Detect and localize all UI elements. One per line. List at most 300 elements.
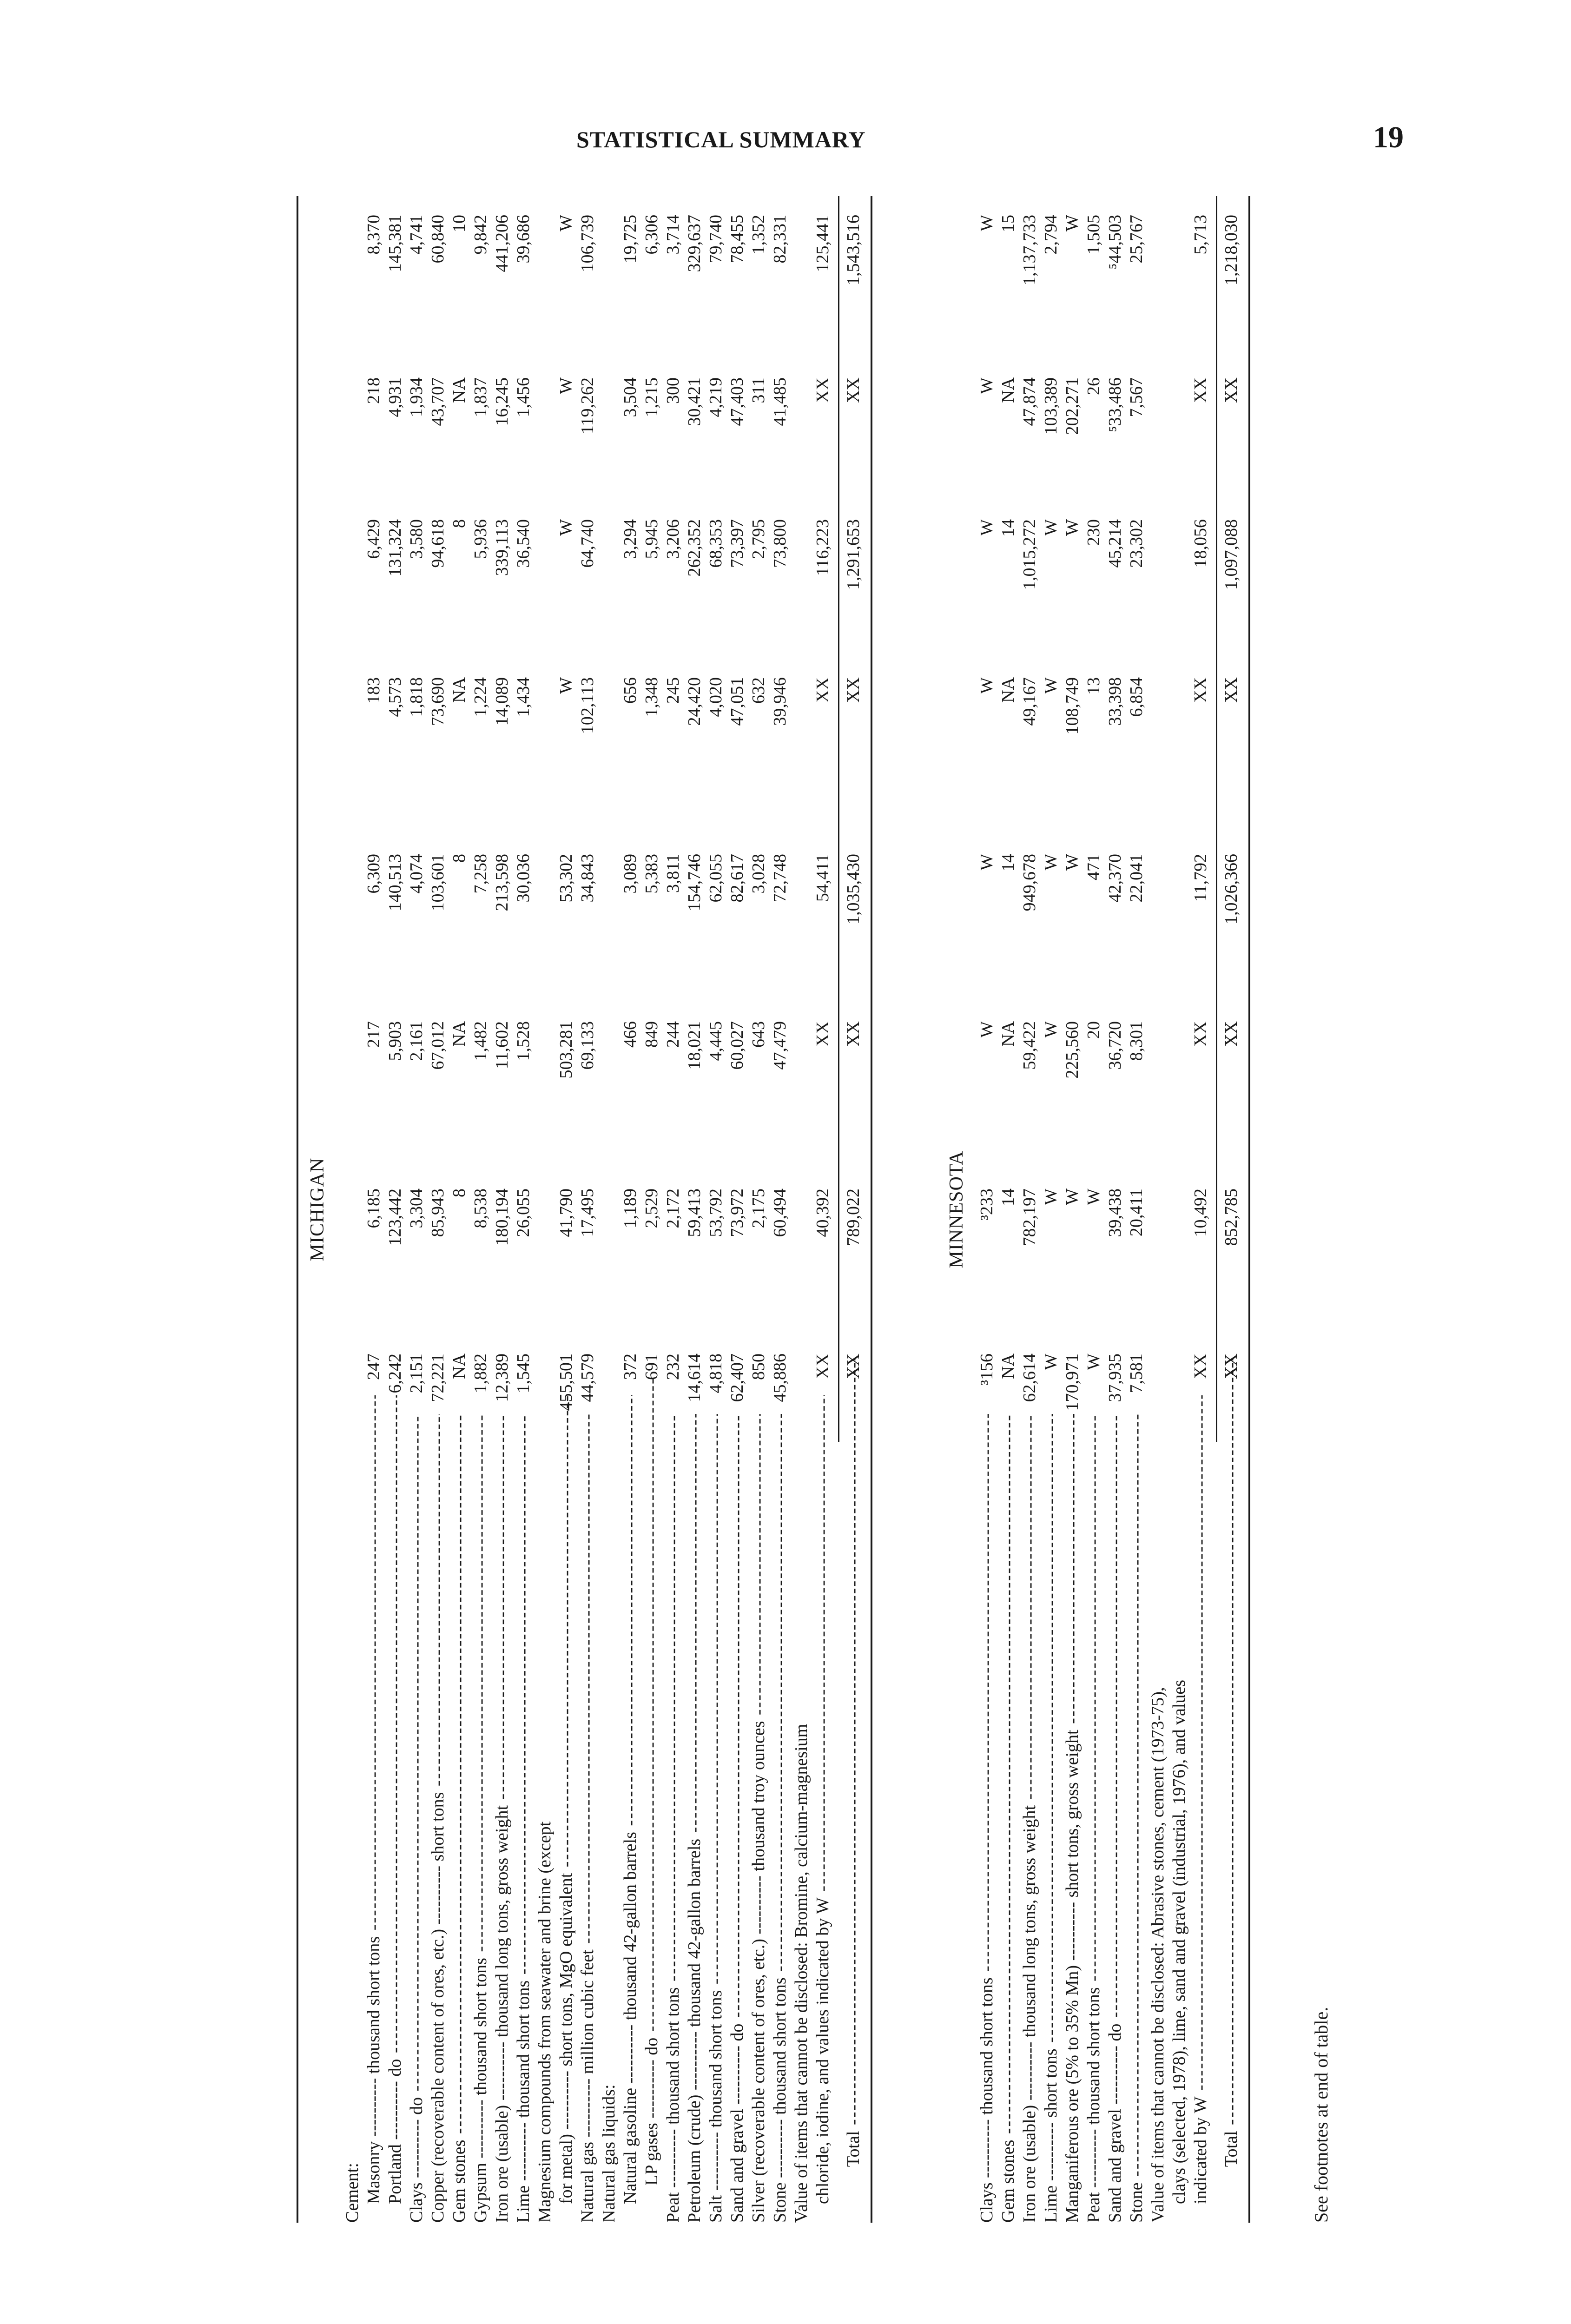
table-cell: 9,842: [471, 215, 490, 255]
table-row: [1190, 196, 1211, 2223]
table-cell: 1,505: [1084, 215, 1103, 255]
table-row: [791, 196, 812, 2223]
leader-dashes: ----------: [1105, 2041, 1125, 2109]
row-label: [1062, 1414, 1083, 2223]
table-cell: W: [1084, 1353, 1103, 1370]
row-label-text: Lime: [514, 2185, 533, 2223]
table-cell: 8: [449, 1188, 469, 1197]
table-cell: 3,580: [407, 519, 426, 559]
table-cell: 7,581: [1127, 1353, 1146, 1393]
table-cell: 170,971: [1063, 1353, 1082, 1411]
table-cell: 25,767: [1127, 215, 1146, 264]
table-cell: W: [977, 519, 997, 536]
table-cell: 60,027: [727, 1021, 747, 1070]
row-unit: thousand long tons, gross weight: [492, 1805, 512, 2038]
table-cell: 1,026,366: [1221, 854, 1241, 924]
row-unit: thousand short tons: [706, 1990, 726, 2128]
table-cell: 40,392: [813, 1188, 832, 1237]
table-cell: 13: [1084, 677, 1103, 695]
row-unit: do: [1105, 2023, 1125, 2041]
table-cell: 202,271: [1063, 377, 1082, 435]
table-cell: 6,185: [364, 1188, 383, 1228]
leader-dashes: ----------: [1084, 2125, 1103, 2192]
table-cell: W: [556, 677, 576, 694]
table-cell: 5,383: [642, 854, 661, 894]
table-cell: 20,411: [1127, 1188, 1146, 1237]
table-cell: 60,840: [428, 215, 448, 264]
row-label: [620, 1395, 641, 2223]
table-cell: 1,528: [514, 1021, 533, 1061]
row-label-text: for metal): [556, 2134, 576, 2204]
table-cell: 4,931: [385, 377, 405, 417]
table-cell: 44,579: [578, 1353, 597, 1402]
row-label: [342, 1414, 363, 2223]
row-label-text: clays (selected, 1978), lime, sand and gravel (industrial, 1976), and values: [1169, 1679, 1189, 2204]
table-cell: 60,494: [770, 1188, 790, 1237]
table-cell: W: [1063, 519, 1082, 536]
table-cell: 18,056: [1191, 519, 1210, 568]
table-cell: 59,413: [685, 1188, 704, 1237]
page-number: 19: [1373, 120, 1404, 154]
table-cell: 82,331: [770, 215, 790, 264]
row-unit: do: [642, 2037, 661, 2055]
table-cell: 62,055: [706, 854, 726, 903]
table-cell: 34,843: [578, 854, 597, 903]
table-cell: 1,818: [407, 677, 426, 717]
table-cell: W: [556, 215, 576, 231]
table-cell: XX: [1221, 1353, 1241, 1379]
table-cell: 12,389: [492, 1353, 512, 1402]
table-cell: XX: [844, 1021, 863, 1047]
table-cell: 339,113: [492, 519, 512, 576]
table-cell: 131,324: [385, 519, 405, 577]
table-cell: ⁵33,486: [1105, 377, 1125, 432]
table-cell: 183: [364, 677, 383, 704]
row-unit: thousand 42-gallon barrels: [685, 1838, 704, 2027]
table-cell: 1,543,516: [844, 215, 863, 285]
row-label-text: Sand and gravel: [727, 2109, 747, 2223]
leader-dashes: ----------: [706, 2127, 726, 2195]
row-label: [598, 1414, 620, 2223]
table-cell: XX: [813, 377, 832, 403]
table-cell: 94,618: [428, 519, 448, 568]
table-cell: 455,501: [556, 1353, 576, 1411]
row-label: [791, 1414, 812, 2223]
row-label-text: Sand and gravel: [1105, 2109, 1125, 2223]
row-label-text: Peat: [1084, 2192, 1103, 2223]
leader-dashes: ----------: [663, 2125, 683, 2192]
table-cell: 23,302: [1127, 519, 1146, 568]
table-cell: 8,370: [364, 215, 383, 255]
row-unit: thousand short tons: [977, 1977, 997, 2115]
table-cell: 691: [642, 1353, 661, 1380]
table-cell: 4,818: [706, 1353, 726, 1393]
table-row: [705, 196, 726, 2223]
table-row: [491, 196, 513, 2223]
table-cell: 3,504: [620, 377, 640, 417]
rotated-table-wrapper: [242, 196, 1348, 2223]
table-row: [1040, 196, 1062, 2223]
table-cell: 852,785: [1221, 1188, 1241, 1246]
table-cell: 1,545: [514, 1353, 533, 1393]
table-cell: XX: [844, 377, 863, 403]
table-cell: 47,403: [727, 377, 747, 426]
row-label: [997, 1414, 1019, 2223]
table-cell: W: [556, 519, 576, 536]
table-cell: 8,538: [471, 1188, 490, 1228]
table-cell: W: [1063, 854, 1082, 871]
row-label-text: chloride, iodine, and values indicated by W: [813, 1897, 832, 2204]
table-cell: 14: [998, 1188, 1018, 1206]
leader-dashes: ----------: [492, 2037, 512, 2105]
table-cell: 1,097,088: [1221, 519, 1241, 590]
table-row: [641, 196, 662, 2223]
table-cell: 49,167: [1020, 677, 1039, 726]
row-label-text: Total: [844, 2131, 863, 2167]
table-cell: 656: [620, 677, 640, 704]
table-cell: 2,175: [749, 1188, 768, 1228]
table-cell: 102,113: [578, 677, 597, 734]
table-cell: 72,748: [770, 854, 790, 903]
table-cell: 5,903: [385, 1021, 405, 1061]
table-cell: 19,725: [620, 215, 640, 264]
table-cell: 2,795: [749, 519, 768, 559]
row-label: [1190, 1395, 1211, 2223]
table-cell: 2,794: [1041, 215, 1061, 255]
table-cell: 3,206: [663, 519, 683, 559]
table-cell: 7,258: [471, 854, 490, 894]
table-cell: W: [1041, 519, 1061, 536]
table-cell: 10: [449, 215, 469, 232]
table-cell: 67,012: [428, 1021, 448, 1070]
table-cell: 244: [663, 1021, 683, 1048]
row-label: [384, 1395, 406, 2223]
table-cell: 466: [620, 1021, 640, 1048]
table-cell: 218: [364, 377, 383, 404]
table-cell: 73,690: [428, 677, 448, 726]
table-cell: 103,601: [428, 854, 448, 911]
row-label: [662, 1414, 684, 2223]
table-cell: 14,614: [685, 1353, 704, 1402]
table-cell: 45,886: [770, 1353, 790, 1402]
table-cell: 1,348: [642, 677, 661, 717]
table-cell: 4,074: [407, 854, 426, 894]
table-cell: W: [977, 854, 997, 871]
table-cell: 245: [663, 677, 683, 704]
table-cell: ⁵44,503: [1105, 215, 1125, 270]
table-cell: 85,943: [428, 1188, 448, 1237]
table-row: [769, 196, 791, 2223]
table-cell: 3,089: [620, 854, 640, 894]
table-cell: 30,421: [685, 377, 704, 426]
table-cell: 782,197: [1020, 1188, 1039, 1246]
row-label: [1040, 1414, 1062, 2223]
leader-dashes: ----------: [749, 1871, 768, 1939]
table-cell: 225,560: [1063, 1021, 1082, 1079]
leader-dashes: ----------: [642, 2055, 661, 2123]
row-unit: thousand troy ounces: [749, 1721, 768, 1871]
table-cell: 8,301: [1127, 1021, 1146, 1061]
table-cell: 62,614: [1020, 1353, 1039, 1402]
row-label: [1104, 1414, 1126, 2223]
table-cell: 45,214: [1105, 519, 1125, 568]
table-cell: 217: [364, 1021, 383, 1048]
row-label-text: Clays: [407, 2182, 426, 2223]
row-label-text: Salt: [706, 2195, 726, 2223]
table-cell: 1,934: [407, 377, 426, 417]
table-cell: 1,189: [620, 1188, 640, 1228]
table-cell: 372: [620, 1353, 640, 1380]
row-label-text: Peat: [663, 2192, 683, 2223]
table-cell: XX: [1221, 1021, 1241, 1047]
table-cell: NA: [998, 677, 1018, 703]
table-cell: 47,479: [770, 1021, 790, 1070]
table-cell: 4,741: [407, 215, 426, 255]
row-label-text: Cement:: [343, 2163, 362, 2223]
table-row: [555, 196, 577, 2223]
row-label-text: Gypsum: [471, 2163, 490, 2223]
row-unit: thousand short tons: [514, 1980, 533, 2118]
table-cell: 2,172: [663, 1188, 683, 1228]
table-cell: 1,882: [471, 1353, 490, 1393]
table-row: [726, 196, 748, 2223]
table-cell: 69,133: [578, 1021, 597, 1070]
row-unit: short tons: [1041, 2048, 1061, 2118]
table-cell: 6,854: [1127, 677, 1146, 717]
row-label: [491, 1414, 513, 2223]
table-cell: 42,370: [1105, 854, 1125, 903]
table-cell: 8: [449, 519, 469, 528]
table-row: [812, 196, 833, 2223]
running-title: STATISTICAL SUMMARY: [576, 126, 866, 152]
row-unit: thousand short tons: [663, 1987, 683, 2125]
table-cell: 3,028: [749, 854, 768, 894]
table-cell: 1,224: [471, 677, 490, 717]
table-cell: 39,686: [514, 215, 533, 264]
table-cell: 73,800: [770, 519, 790, 568]
table-cell: 6,242: [385, 1353, 405, 1393]
total-rule: [1216, 196, 1217, 1442]
table-cell: 632: [749, 677, 768, 704]
leader-dashes: ----------: [727, 2041, 747, 2109]
table-row: [427, 196, 449, 2223]
table-cell: W: [1084, 1188, 1103, 1205]
table-cell: 4,020: [706, 677, 726, 717]
table-cell: 119,262: [578, 377, 597, 435]
table-cell: 39,438: [1105, 1188, 1125, 1237]
row-label-text: Stone: [770, 2182, 790, 2223]
table-cell: 1,837: [471, 377, 490, 417]
row-unit: short tons, MgO equivalent: [556, 1873, 576, 2067]
table-cell: 64,740: [578, 519, 597, 568]
table-cell: 5,945: [642, 519, 661, 559]
row-label: [534, 1414, 555, 2223]
table-row: [363, 196, 384, 2223]
table-cell: 140,513: [385, 854, 405, 911]
footnote: See footnotes at end of table.: [1311, 2007, 1332, 2223]
table-cell: 789,022: [844, 1188, 863, 1246]
table-cell: 72,221: [428, 1353, 448, 1402]
table-cell: 36,720: [1105, 1021, 1125, 1070]
row-label: [577, 1414, 598, 2223]
table-cell: 3,811: [663, 854, 683, 893]
row-label: [449, 1414, 470, 2223]
table-cell: XX: [1221, 377, 1241, 403]
row-label-text: Total: [1221, 2131, 1241, 2167]
statistical-table: [242, 196, 1348, 2223]
table-cell: 3,714: [663, 215, 683, 255]
row-unit: thousand short tons: [364, 1936, 383, 2074]
row-label: [705, 1414, 726, 2223]
row-label: [406, 1414, 427, 2223]
row-label: [1126, 1414, 1147, 2223]
table-cell: 1,215: [642, 377, 661, 417]
table-row: [1062, 196, 1083, 2223]
table-cell: ³233: [977, 1188, 997, 1221]
table-cell: 1,456: [514, 377, 533, 417]
table-cell: 5,713: [1191, 215, 1210, 255]
table-row: [1104, 196, 1126, 2223]
table-cell: 503,281: [556, 1021, 576, 1079]
row-label-text: Iron ore (usable): [492, 2105, 512, 2223]
section-heading: MINNESOTA: [946, 1150, 967, 1268]
row-unit: do: [407, 2097, 426, 2115]
row-label-text: Copper (recoverable content of ores, etc.): [428, 1929, 448, 2223]
row-label-text: Manganiferous ore (5% to 35% Mn): [1063, 1965, 1082, 2223]
total-rule: [838, 196, 839, 1442]
table-cell: 53,792: [706, 1188, 726, 1237]
table-cell: 311: [749, 377, 768, 403]
table-row: [662, 196, 684, 2223]
leader-dashes: ----------: [556, 2066, 576, 2134]
table-cell: XX: [813, 1353, 832, 1379]
table-cell: 54,411: [813, 854, 832, 902]
table-cell: 849: [642, 1021, 661, 1048]
table-cell: W: [977, 1021, 997, 1038]
total-row: [1221, 196, 1242, 2223]
row-label-text: Portland: [385, 2144, 405, 2204]
leader-dashes: ----------: [620, 2020, 640, 2088]
page-header: [511, 120, 1404, 155]
table-row: [748, 196, 769, 2223]
table-cell: 22,041: [1127, 854, 1146, 903]
table-cell: 1,218,030: [1221, 215, 1241, 285]
table-cell: 2,161: [407, 1021, 426, 1061]
table-cell: W: [556, 377, 576, 394]
table-cell: 213,598: [492, 854, 512, 911]
row-label-text: LP gases: [642, 2123, 661, 2185]
leader-dashes: ----------: [407, 2114, 426, 2183]
row-label-text: Natural gas: [578, 2141, 597, 2223]
row-unit: thousand short tons: [1084, 1987, 1103, 2125]
table-cell: 7,567: [1127, 377, 1146, 417]
row-label: [976, 1414, 997, 2223]
table-row: [1168, 196, 1190, 2223]
table-cell: 125,441: [813, 215, 832, 272]
leader-dashes: ----------: [685, 2027, 704, 2095]
table-cell: 26,055: [514, 1188, 533, 1237]
row-label: [1147, 1414, 1168, 2223]
table-cell: 1,035,430: [844, 854, 863, 924]
row-unit: thousand short tons: [770, 1977, 790, 2115]
row-label: [1083, 1414, 1104, 2223]
table-cell: 82,617: [727, 854, 747, 903]
table-cell: 68,353: [706, 519, 726, 568]
table-cell: XX: [1191, 377, 1210, 403]
table-cell: 850: [749, 1353, 768, 1380]
row-label-text: Gem stones: [998, 2139, 1018, 2223]
row-label-text: Value of items that cannot be disclosed: Bromine, calcium-magnesium: [792, 1723, 811, 2223]
row-unit: thousand 42-gallon barrels: [620, 1832, 640, 2020]
row-label: [641, 1377, 662, 2223]
row-unit: thousand long tons, gross weight: [1020, 1805, 1039, 2038]
table-row: [1019, 196, 1040, 2223]
table-cell: XX: [1221, 677, 1241, 703]
table-cell: 79,740: [706, 215, 726, 264]
leader-dashes: ----------: [770, 2114, 790, 2183]
table-cell: 5,936: [471, 519, 490, 559]
section-end-rule: [871, 196, 872, 2223]
row-label: [748, 1414, 769, 2223]
table-cell: 14: [998, 519, 1018, 537]
section-heading: MICHIGAN: [307, 1157, 328, 1261]
table-cell: 106,739: [578, 215, 597, 272]
row-label-text: Stone: [1127, 2182, 1146, 2223]
table-cell: 643: [749, 1021, 768, 1048]
table-cell: XX: [1191, 1021, 1210, 1047]
table-cell: 15: [998, 215, 1018, 232]
table-row: [577, 196, 598, 2223]
table-cell: NA: [449, 677, 469, 703]
table-cell: 6,429: [364, 519, 383, 559]
total-row: [843, 196, 864, 2223]
table-cell: 39,946: [770, 677, 790, 726]
row-label-text: Magnesium compounds from seawater and brine (except: [535, 1821, 554, 2223]
row-label-text: Gem stones: [449, 2139, 469, 2223]
table-row: [997, 196, 1019, 2223]
row-label-text: indicated by W: [1191, 2096, 1210, 2204]
row-label: [684, 1414, 705, 2223]
table-cell: 2,529: [642, 1188, 661, 1228]
table-cell: 11,792: [1191, 854, 1210, 902]
row-unit: million cubic feet: [578, 1949, 597, 2074]
table-row: [449, 196, 470, 2223]
table-cell: 329,637: [685, 215, 704, 272]
leader-dashes: ----------: [364, 2073, 383, 2141]
table-cell: W: [1041, 677, 1061, 694]
table-cell: 8: [449, 854, 469, 863]
table-cell: 78,455: [727, 215, 747, 264]
table-cell: 154,746: [685, 854, 704, 911]
table-cell: ³156: [977, 1353, 997, 1386]
row-label: [769, 1414, 791, 2223]
table-cell: W: [977, 677, 997, 694]
table-row: [620, 196, 641, 2223]
table-row: [406, 196, 427, 2223]
table-cell: 4,445: [706, 1021, 726, 1061]
table-cell: 24,420: [685, 677, 704, 726]
table-cell: W: [977, 377, 997, 394]
table-cell: XX: [813, 1021, 832, 1047]
table-cell: XX: [813, 677, 832, 703]
row-label: [470, 1414, 491, 2223]
row-label: [812, 1395, 833, 2223]
table-cell: 4,573: [385, 677, 405, 717]
row-label: [1221, 1358, 1242, 2223]
table-cell: 247: [364, 1353, 383, 1380]
table-cell: 41,485: [770, 377, 790, 426]
leader-dashes: ----------: [428, 1861, 448, 1929]
